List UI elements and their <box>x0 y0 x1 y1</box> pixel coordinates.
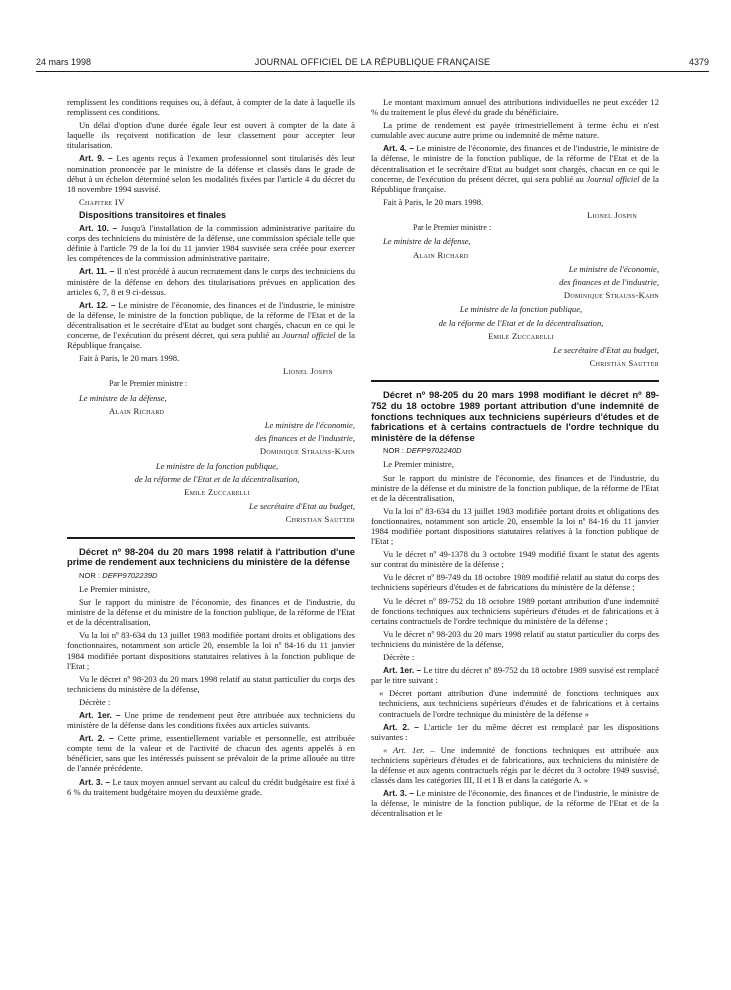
decree-98-204-title: Décret nº 98-204 du 20 mars 1998 relatif à l'attribution d'une prime de rendement aux techniciens du ministère de la défense <box>67 545 355 568</box>
left-column <box>67 97 355 800</box>
article-label: Art. 1er. – <box>79 710 121 720</box>
article-label: Art. 9. – <box>79 153 113 164</box>
quoted-article-text: Une indemnité de fonctions techniques est attribuée aux techniciens supérieurs d'études et de fabrications, aux techniciens du ministère de la défense et aux agents contractuels régis par le décret du 3 octobre 1949 susvisé, classés dans les catégories III, II et I B et dans la catégorie A. » <box>371 744 659 786</box>
quoted-article <box>371 745 659 785</box>
page-header <box>36 54 709 70</box>
paragraph: Le montant maximum annuel des attributions individuelles ne peut excéder 12 % du traitement le plus élevé du grade du bénéficiaire. <box>371 97 659 118</box>
paragraph: Vu le décret nº 89-752 du 18 octobre 1989 portant attribution d'une indemnité de fonctions techniques aux techniciens supérieurs d'études et de fabrications et à certains contractuels de l'ordre technique du ministère de la défense ; <box>371 595 659 626</box>
article-text: Le ministre de l'économie, des finances et de l'industrie, le ministre de la défense, le ministre de la fonction publique, de la réforme de l'Etat et de la décentralisation et le secrétaire d'Etat au budget sont chargés, chacun en ce qui le concerne, de l'exécution du présent décret, qui sera publié au <box>67 299 355 340</box>
quoted-title: « Décret portant attribution d'une indemnité de fonctions techniques aux techniciens, aux techniciens supérieurs d'études et de fabrications et à certains contractuels de l'ordre technique du ministère de la défense » <box>379 688 659 719</box>
article-label: Art. 2. – <box>79 733 114 744</box>
nor-label: NOR : <box>79 570 101 580</box>
article-4 <box>371 143 659 193</box>
par-le-premier-ministre: Par le Premier ministre : <box>109 379 188 389</box>
secretary-budget-title: Le secrétaire d'Etat au budget, <box>249 501 355 512</box>
article-text: L'article 1er du même décret est remplacé par les dispositions suivantes : <box>371 721 659 742</box>
date-place: Fait à Paris, le 20 mars 1998. <box>383 196 484 207</box>
paragraph: Le Premier ministre, <box>383 459 454 470</box>
secretary-budget-name: Christian Sautter <box>285 514 355 525</box>
minister-economy-name: Dominique Strauss-Kahn <box>563 290 659 301</box>
quoted-article-label: « Art. 1er. – <box>383 744 435 755</box>
article-9 <box>67 153 355 193</box>
minister-defense-name: Alain Richard <box>413 249 469 260</box>
article-label: Art. 3. – <box>383 788 414 799</box>
minister-economy-title-2: des finances et de l'industrie, <box>559 276 659 287</box>
header-journal-title: JOURNAL OFFICIEL DE LA RÉPUBLIQUE FRANÇAISE <box>254 57 491 67</box>
paragraph: Vu le décret nº 98-203 du 20 mars 1998 relatif au statut particulier du corps des techniciens du ministère de la défense, <box>67 673 355 694</box>
article-text-end: de la République française. <box>67 329 355 351</box>
header-date: 24 mars 1998 <box>36 57 92 67</box>
paragraph: Un délai d'option d'une durée égale leur est ouvert à compter de la date à laquelle ils reçoivent notification de leur classement pour accepter leur titularisation. <box>67 120 355 151</box>
paragraph: Sur le rapport du ministre de l'économie, des finances et de l'industrie, du ministre de la défense et du ministre de la fonction publique, de la réforme de l'Etat et de la décentralisation, <box>371 472 659 503</box>
article-label: Art. 3. – <box>79 776 111 787</box>
minister-defense-title: Le ministre de la défense, <box>383 236 471 247</box>
paragraph: Vu la loi nº 83-634 du 13 juillet 1983 modifiée portant droits et obligations des fonctionnaires, notamment son article 20, ensemble la loi nº 84-16 du 11 janvier 1984 modifiée portant dispositions statutaires relatives à la fonction publique de l'Etat ; <box>371 505 659 547</box>
journal-officiel-ref: Journal officiel <box>282 329 336 340</box>
paragraph: Vu le décret nº 89-749 du 18 octobre 1989 modifié relatif au statut du corps des techniciens supérieurs d'études et de fabrications du ministère de la défense ; <box>371 572 659 593</box>
article-text: Jusqu'à l'installation de la commission administrative paritaire du corps des techniciens du ministère de la défense, une commission spéciale telle que définie à l'article 79 de la loi du 11 janvier 1984 susvisée sera créée pour exercer les compétences de la commission administrative paritaire. <box>67 223 355 264</box>
article-11 <box>67 266 355 296</box>
minister-defense-title: Le ministre de la défense, <box>79 392 167 403</box>
signature-prime-minister: Lionel Jospin <box>587 209 637 220</box>
article-text: Le taux moyen annuel servant au calcul du crédit budgétaire est fixé à 6 % du traitement budgétaire moyen du deuxième grade. <box>67 776 355 797</box>
minister-economy-title-2: des finances et de l'industrie, <box>255 433 355 444</box>
article-text: Une prime de rendement peut être attribuée aux techniciens du ministère de la défense dans les conditions fixées aux articles suivants. <box>67 710 355 731</box>
article-text: Les agents reçus à l'examen professionnel sont titularisés dès leur nomination prononcée par le ministre de la défense et classés dans le grade de début à un échelon déterminé selon les modalités fixées par l'article 4 du décret du 18 novembre 1994 susvisé. <box>67 153 355 194</box>
decrete: Décrète : <box>383 652 415 663</box>
article-label: Art. 11. – <box>79 266 115 277</box>
article-10 <box>67 223 355 263</box>
minister-civil-service-title-2: de la réforme de l'Etat et de la décentralisation, <box>438 317 604 328</box>
article-2 <box>67 733 355 773</box>
article-label: Art. 2. – <box>383 721 419 732</box>
minister-defense-name: Alain Richard <box>109 405 165 416</box>
decree-98-205-title: Décret nº 98-205 du 20 mars 1998 modifiant le décret nº 89-752 du 18 octobre 1989 portant attribution d'une indemnité de fonctions techniques aux techniciens supérieurs d'études et de fabrications et à certains contractuels de l'ordre technique du ministère de la défense <box>371 389 659 443</box>
signature-prime-minister: Lionel Jospin <box>283 366 333 377</box>
nor-code: DEFP9702240D <box>406 446 462 456</box>
paragraph: Vu le décret nº 49-1378 du 3 octobre 1949 modifié fixant le statut des agents sur contrat du ministère de la défense ; <box>371 549 659 570</box>
article-text: Le titre du décret nº 89-752 du 18 octobre 1989 susvisé est remplacé par le titre suivant : <box>371 665 659 686</box>
article-label: Art. 4. – <box>383 143 414 154</box>
article-12 <box>67 300 355 350</box>
article-text-end: de la République française. <box>371 173 659 194</box>
article-text: Il n'est procédé à aucun recrutement dans le corps des techniciens du ministère de la défense en dehors des titularisations prévues en application des articles 6, 7, 8 et 9 ci-dessus. <box>67 266 355 297</box>
minister-economy-name: Dominique Strauss-Kahn <box>259 446 355 457</box>
article-1 <box>67 710 355 730</box>
article-3 <box>371 788 659 818</box>
minister-economy-title: Le ministre de l'économie, <box>568 263 659 274</box>
article-3 <box>67 777 355 797</box>
minister-civil-service-title: Le ministre de la fonction publique, <box>459 304 583 315</box>
minister-civil-service-name: Emile Zuccarelli <box>488 330 554 341</box>
minister-economy-title: Le ministre de l'économie, <box>264 420 355 431</box>
decrete: Décrète : <box>79 696 111 707</box>
right-column <box>371 97 659 821</box>
minister-civil-service-title-2: de la réforme de l'Etat et de la décentralisation, <box>134 473 300 484</box>
nor-label: NOR : <box>383 446 405 456</box>
secretary-budget-title: Le secrétaire d'Etat au budget, <box>553 344 659 355</box>
section-separator <box>67 537 355 539</box>
paragraph: La prime de rendement est payée trimestriellement à terme échu et n'est cumulable avec aucune autre prime ou indemnité de même nature. <box>371 120 659 141</box>
section-separator <box>371 380 659 382</box>
article-label: Art. 1er. – <box>383 665 422 676</box>
paragraph: Le Premier ministre, <box>79 583 150 594</box>
header-rule <box>36 71 709 72</box>
article-text: Le ministre de l'économie, des finances et de l'industrie, le ministre de la défense, le ministre de la fonction publique, de la réforme de l'Etat et de la décentralisation et le <box>371 788 659 819</box>
paragraph: Sur le rapport du ministre de l'économie, des finances et de l'industrie, du ministre de la défense et du ministre de la fonction publique, de la réforme de l'Etat et de la décentralisation, <box>67 597 355 628</box>
article-text: Cette prime, essentiellement variable et personnelle, est attribuée compte tenu de la valeur et de l'activité de chacun des agents appelés à en bénéficier, sans que les intéressés puissent se prévaloir de la prime allouée au titre de l'année précédente. <box>67 733 355 774</box>
decree-98-204-nor <box>67 571 355 581</box>
nor-code: DEFP9702239D <box>102 570 158 580</box>
article-2 <box>371 722 659 742</box>
article-1 <box>371 665 659 685</box>
article-text: Le ministre de l'économie, des finances et de l'industrie, le ministre de la défense, le ministre de la fonction publique, de la réforme de l'Etat et de la décentralisation et le secrétaire d'Etat au budget sont chargés, chacun en ce qui le concerne, de l'exécution du présent décret, qui sera publié au <box>371 143 659 184</box>
article-label: Art. 12. – <box>79 299 116 310</box>
secretary-budget-name: Christian Sautter <box>589 358 659 369</box>
date-place: Fait à Paris, le 20 mars 1998. <box>79 353 180 364</box>
paragraph: Vu le décret nº 98-203 du 20 mars 1998 relatif au statut particulier du corps des techniciens du ministère de la défense, <box>371 628 659 649</box>
paragraph: Vu la loi nº 83-634 du 13 juillet 1983 modifiée portant droits et obligations des fonctionnaires, notamment son article 20, ensemble la loi nº 84-16 du 11 janvier 1984 modifiée portant dispositions statutaires relatives à la fonction publique de l'Etat ; <box>67 630 355 671</box>
par-le-premier-ministre: Par le Premier ministre : <box>413 223 492 233</box>
header-page-number: 4379 <box>688 57 709 67</box>
journal-officiel-ref: Journal officiel <box>586 173 640 184</box>
chapter-title: Dispositions transitoires et finales <box>79 209 227 220</box>
paragraph: remplissent les conditions requises ou, à défaut, à compter de la date à laquelle ils remplissent ces conditions. <box>67 97 355 118</box>
decree-98-205-nor <box>371 446 659 456</box>
chapter-heading: Chapitre IV <box>79 196 125 207</box>
minister-civil-service-name: Emile Zuccarelli <box>184 487 250 498</box>
article-label: Art. 10. – <box>79 223 118 234</box>
minister-civil-service-title: Le ministre de la fonction publique, <box>155 460 279 471</box>
